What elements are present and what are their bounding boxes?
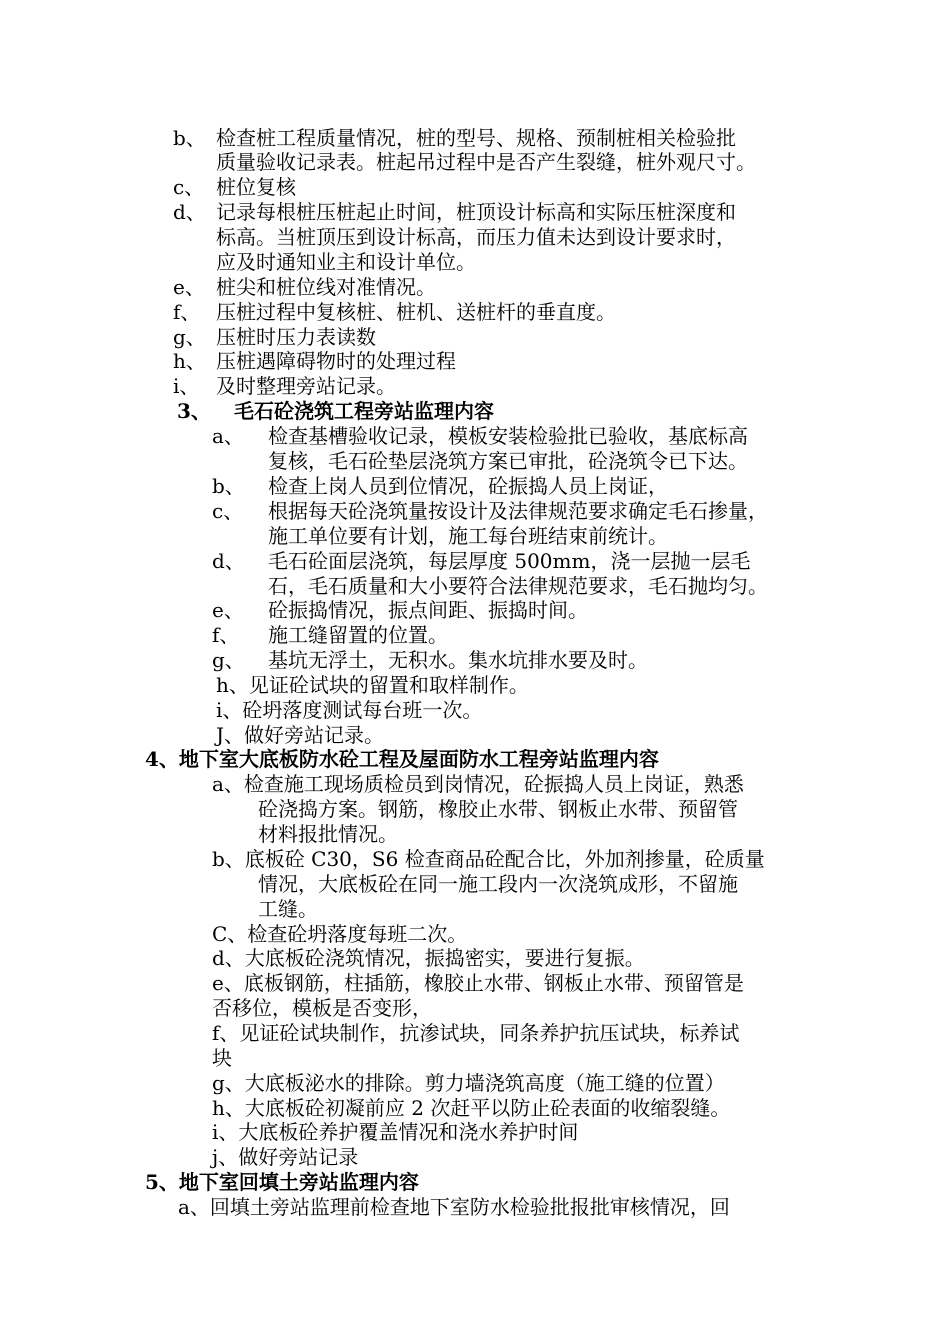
section-heading: 4、地下室大底板防水砼工程及屋面防水工程旁站监理内容 [145,747,659,771]
list-item-text: d、大底板砼浇筑情况，振捣密实，要进行复振。 [212,946,645,970]
list-item: h、见证砼试块的留置和取样制作。 [216,673,529,697]
list-item-text: 桩尖和桩位线对准情况。 [216,275,436,299]
list-item: i、砼坍落度测试每台班一次。 [216,698,483,722]
list-marker: g、 [212,648,245,672]
list-item-text: 块 [212,1046,232,1070]
list-marker: b、 [173,126,206,150]
list-item-text: 检查上岗人员到位情况，砼振捣人员上岗证， [268,474,668,498]
list-item-text: i、大底板砼养护覆盖情况和浇水养护时间 [212,1120,579,1144]
list-marker: i、 [173,374,200,398]
list-item-text: 记录每根桩压桩起止时间，桩顶设计标高和实际压桩深度和 [216,200,736,224]
list-item-text: 及时整理旁站记录。 [216,374,396,398]
list-item-text: 压桩遇障碍物时的处理过程 [216,349,456,373]
list-item-text: 桩位复核 [216,175,296,199]
list-marker: h、 [173,349,206,373]
list-item-text: 毛石砼面层浇筑，每层厚度 500mm，浇一层抛一层毛 [268,549,751,573]
list-marker: e、 [173,275,205,299]
list-item-text: j、做好旁站记录 [212,1145,359,1169]
section-number: 3、 [177,399,211,423]
list-item-text: g、大底板泌水的排除。剪力墙浇筑高度（施工缝的位置） [212,1071,725,1095]
list-item-text: 标高。当桩顶压到设计标高，而压力值未达到设计要求时， [216,225,736,249]
list-item-text: 应及时通知业主和设计单位。 [216,250,476,274]
list-item-text: 情况，大底板砼在同一施工段内一次浇筑成形，不留施 [258,872,738,896]
section-heading: 5、地下室回填土旁站监理内容 [145,1170,419,1194]
list-item-text: 复核，毛石砼垫层浇筑方案已审批，砼浇筑令已下达。 [268,449,748,473]
list-item-text: 石，毛石质量和大小要符合法律规范要求，毛石抛均匀。 [268,574,768,598]
list-marker: b、 [212,474,245,498]
list-item-text: e、底板钢筋，柱插筋，橡胶止水带、钢板止水带、预留管是 [212,971,744,995]
list-marker: e、 [212,598,244,622]
list-item-text: 压桩时压力表读数 [216,325,376,349]
list-item-text: h、大底板砼初凝前应 2 次赶平以防止砼表面的收缩裂缝。 [212,1096,731,1120]
list-item-text: b、底板砼 C30，S6 检查商品砼配合比，外加剂掺量，砼质量 [212,847,765,871]
list-item-text: 根据每天砼浇筑量按设计及法律规范要求确定毛石掺量， [268,499,768,523]
list-marker: f、 [212,623,240,647]
list-item-text: 施工单位要有计划，施工每台班结束前统计。 [268,524,668,548]
list-item-text: 砼振捣情况，振点间距、振捣时间。 [268,598,588,622]
list-item-text: 否移位，模板是否变形， [212,996,432,1020]
list-marker: c、 [212,499,244,523]
list-marker: c、 [173,175,205,199]
list-item-text: f、见证砼试块制作，抗渗试块，同条养护抗压试块，标养试 [212,1021,740,1045]
list-item-text: 砼浇捣方案。钢筋，橡胶止水带、钢板止水带、预留管 [258,797,738,821]
list-item-text: 检查桩工程质量情况，桩的型号、规格、预制桩相关检验批 [216,126,736,150]
list-item: J、做好旁站记录。 [216,723,385,747]
list-item-text: 压桩过程中复核桩、桩机、送桩杆的垂直度。 [216,300,616,324]
list-item-text: 质量验收记录表。桩起吊过程中是否产生裂缝，桩外观尺寸。 [216,150,756,174]
list-marker: g、 [173,325,206,349]
list-item-text: 检查基槽验收记录，模板安装检验批已验收，基底标高 [268,424,748,448]
list-item-text: 材料报批情况。 [258,822,398,846]
list-marker: d、 [173,200,206,224]
list-item-text: 施工缝留置的位置。 [268,623,448,647]
list-item-text: a、回填土旁站监理前检查地下室防水检验批报批审核情况，回 [178,1195,730,1219]
list-marker: a、 [212,424,244,448]
list-marker: d、 [212,549,245,573]
list-item-text: a、检查施工现场质检员到岗情况，砼振捣人员上岗证，熟悉 [212,772,744,796]
list-item-text: 基坑无浮土，无积水。集水坑排水要及时。 [268,648,648,672]
list-item-text: 工缝。 [258,897,318,921]
section-heading: 毛石砼浇筑工程旁站监理内容 [234,399,494,423]
list-marker: f、 [173,300,201,324]
list-item-text: C、检查砼坍落度每班二次。 [212,922,468,946]
